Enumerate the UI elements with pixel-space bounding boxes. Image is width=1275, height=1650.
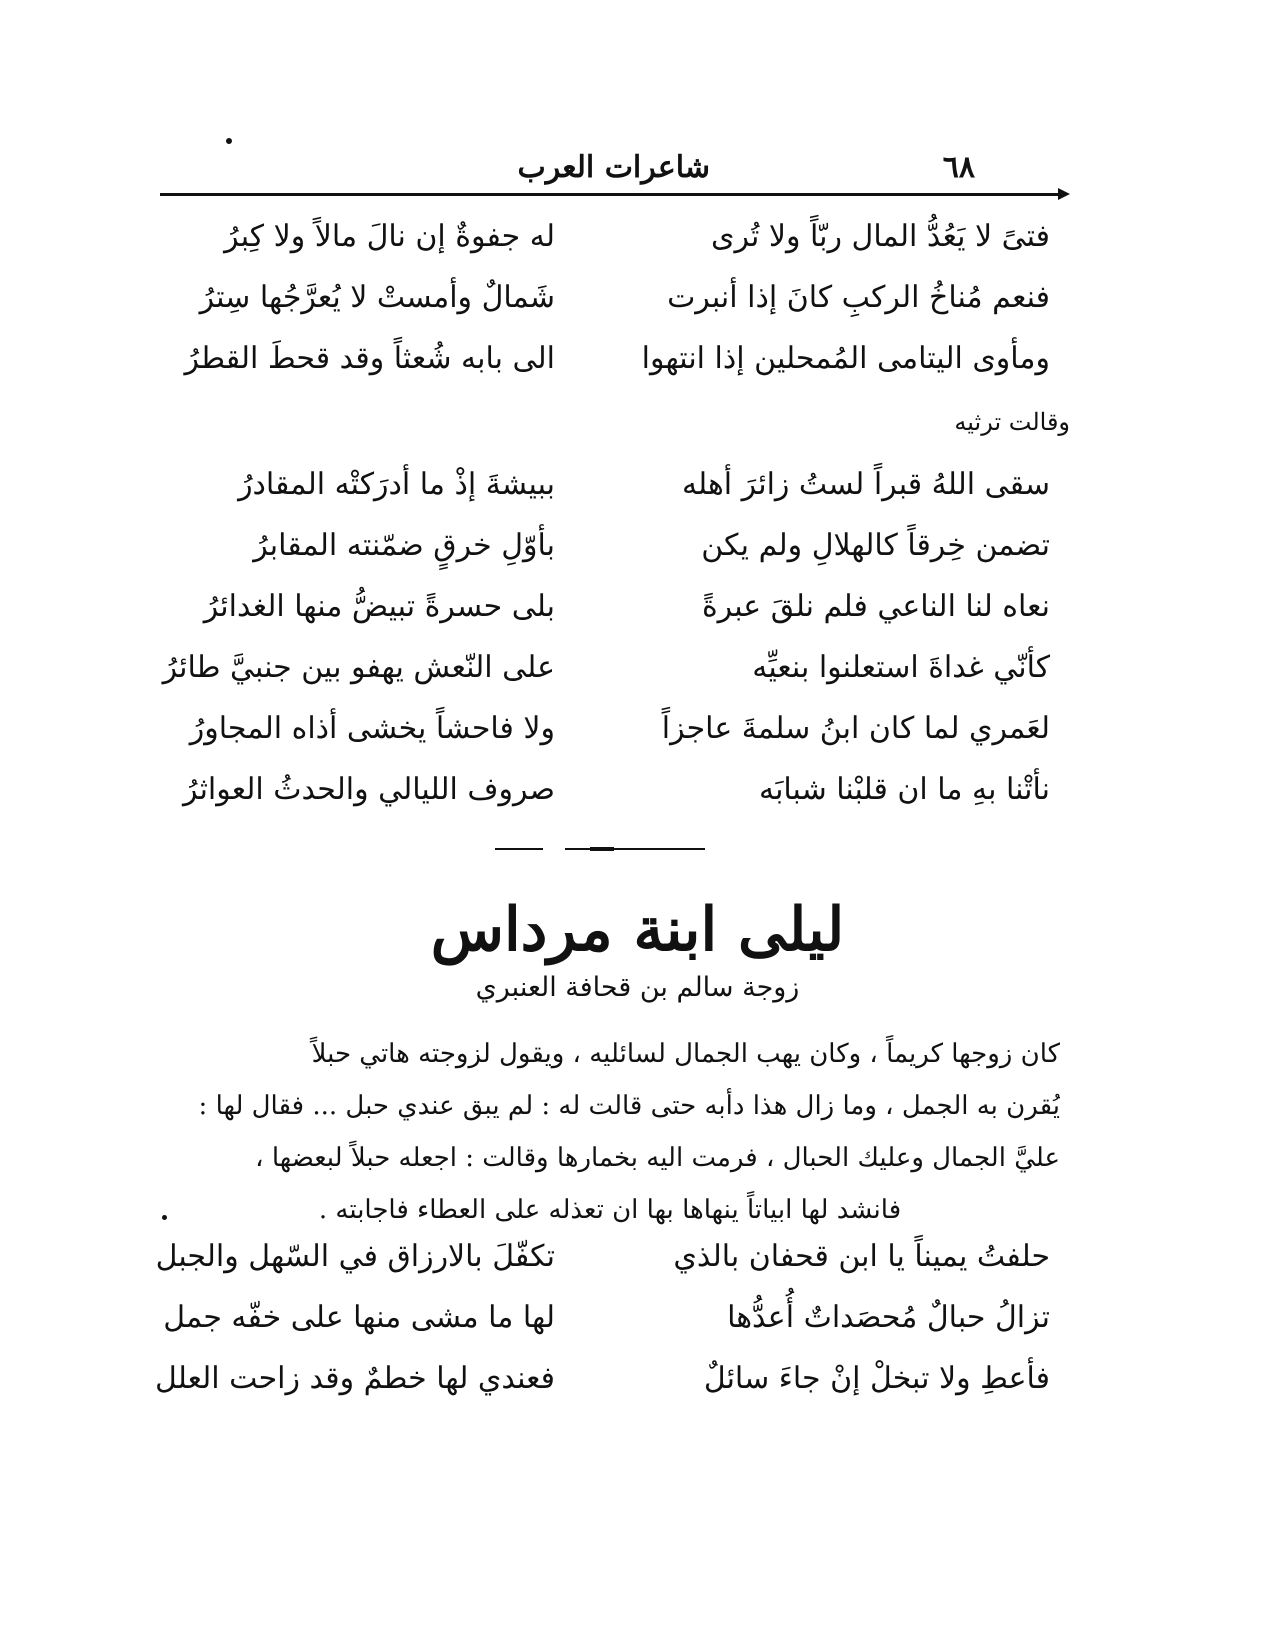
first-hemistich: فأعطِ ولا تبخلْ إنْ جاءَ سائلٌ bbox=[703, 1361, 1050, 1396]
poet-title: ليلى ابنة مرداس bbox=[430, 895, 845, 965]
ink-speck bbox=[162, 1215, 167, 1220]
paragraph-line: كان زوجها كريماً ، وكان يهب الجمال لسائليه ، ويقول لزوجته هاتي حبلاً bbox=[311, 1039, 1060, 1069]
first-hemistich: لعَمري لما كان ابنُ سلمةَ عاجزاً bbox=[661, 711, 1050, 746]
poem-two bbox=[150, 460, 1070, 826]
page-number: ٦٨ bbox=[942, 150, 975, 185]
first-hemistich: تضمن خِرقاً كالهلالِ ولم يكن bbox=[701, 528, 1050, 563]
paragraph-line: يُقرن به الجمل ، وما زال هذا دأبه حتى قالت له : لم يبق عندي حبل ... فقال لها : bbox=[198, 1091, 1060, 1121]
verse bbox=[150, 704, 1070, 765]
second-hemistich: ولا فاحشاً يخشى أذاه المجاورُ bbox=[189, 711, 555, 746]
second-hemistich: لها ما مشى منها على خفّه جمل bbox=[163, 1300, 555, 1335]
second-hemistich: الى بابه شُعثاً وقد قحطَ القطرُ bbox=[184, 341, 555, 376]
second-hemistich: فعندي لها خطمٌ وقد زاحت العلل bbox=[154, 1361, 555, 1396]
header-rule-arrow bbox=[1058, 188, 1070, 200]
second-hemistich: صروف الليالي والحدثُ العواثرُ bbox=[183, 772, 555, 807]
first-hemistich: حلفتُ يميناً يا ابن قحفان بالذي bbox=[673, 1239, 1050, 1274]
paragraph-line: فانشد لها ابياتاً ينهاها بها ان تعذله على العطاء فاجابته . bbox=[318, 1195, 902, 1225]
second-hemistich: بلى حسرةً تبيضُّ منها الغدائرُ bbox=[203, 589, 555, 624]
section-caption: وقالت ترثيه bbox=[954, 408, 1070, 436]
verse bbox=[150, 643, 1070, 704]
verse bbox=[150, 460, 1070, 521]
verse bbox=[150, 1232, 1070, 1293]
poem-one bbox=[150, 212, 1070, 395]
first-hemistich: فتىً لا يَعُدُّ المال ربّاً ولا تُرى bbox=[710, 219, 1050, 254]
header-rule bbox=[160, 193, 1062, 196]
paragraph-line: عليَّ الجمال وعليك الحبال ، فرمت اليه بخمارها وقالت : اجعله حبلاً لبعضها ، bbox=[255, 1143, 1060, 1173]
section-divider-line bbox=[565, 848, 705, 850]
verse bbox=[150, 1293, 1070, 1354]
verse bbox=[150, 521, 1070, 582]
poet-subtitle: زوجة سالم بن قحافة العنبري bbox=[475, 972, 800, 1003]
first-hemistich: نعاه لنا الناعي فلم نلقَ عبرةً bbox=[701, 589, 1050, 624]
verse bbox=[150, 334, 1070, 395]
first-hemistich: سقى اللهُ قبراً لستُ زائرَ أهله bbox=[681, 467, 1050, 502]
verse bbox=[150, 582, 1070, 643]
verse bbox=[150, 765, 1070, 826]
biography-paragraph bbox=[160, 1028, 1060, 1236]
second-hemistich: ببيشةَ إذْ ما أدرَكتْه المقادرُ bbox=[238, 467, 555, 502]
running-title: شاعرات العرب bbox=[517, 150, 710, 185]
first-hemistich: نأتْنا بهِ ما ان قلبْنا شبابَه bbox=[758, 772, 1050, 807]
first-hemistich: تزالُ حبالٌ مُحصَداتٌ أُعدُّها bbox=[727, 1300, 1050, 1335]
section-divider-dash bbox=[495, 848, 543, 850]
poem-three bbox=[150, 1232, 1070, 1415]
verse bbox=[150, 1354, 1070, 1415]
second-hemistich: على النّعش يهفو بين جنبيَّ طائرُ bbox=[162, 650, 555, 685]
verse bbox=[150, 212, 1070, 273]
second-hemistich: له جفوةٌ إن نالَ مالاً ولا كِبرُ bbox=[224, 219, 555, 254]
second-hemistich: بأوّلِ خرقٍ ضمّنته المقابرُ bbox=[253, 528, 555, 563]
first-hemistich: ومأوى اليتامى المُمحلين إذا انتهوا bbox=[641, 341, 1050, 376]
second-hemistich: تكفّلَ بالارزاق في السّهل والجبل bbox=[155, 1239, 555, 1274]
first-hemistich: فنعم مُناخُ الركبِ كانَ إذا أنبرت bbox=[667, 280, 1050, 315]
verse bbox=[150, 273, 1070, 334]
second-hemistich: شَمالٌ وأمستْ لا يُعرَّجُها سِترُ bbox=[199, 280, 555, 315]
section-divider-mark bbox=[590, 847, 614, 851]
ink-speck bbox=[226, 138, 232, 144]
first-hemistich: كأنّي غداةَ استعلنوا بنعيِّه bbox=[752, 650, 1050, 685]
page-header bbox=[160, 150, 1070, 190]
